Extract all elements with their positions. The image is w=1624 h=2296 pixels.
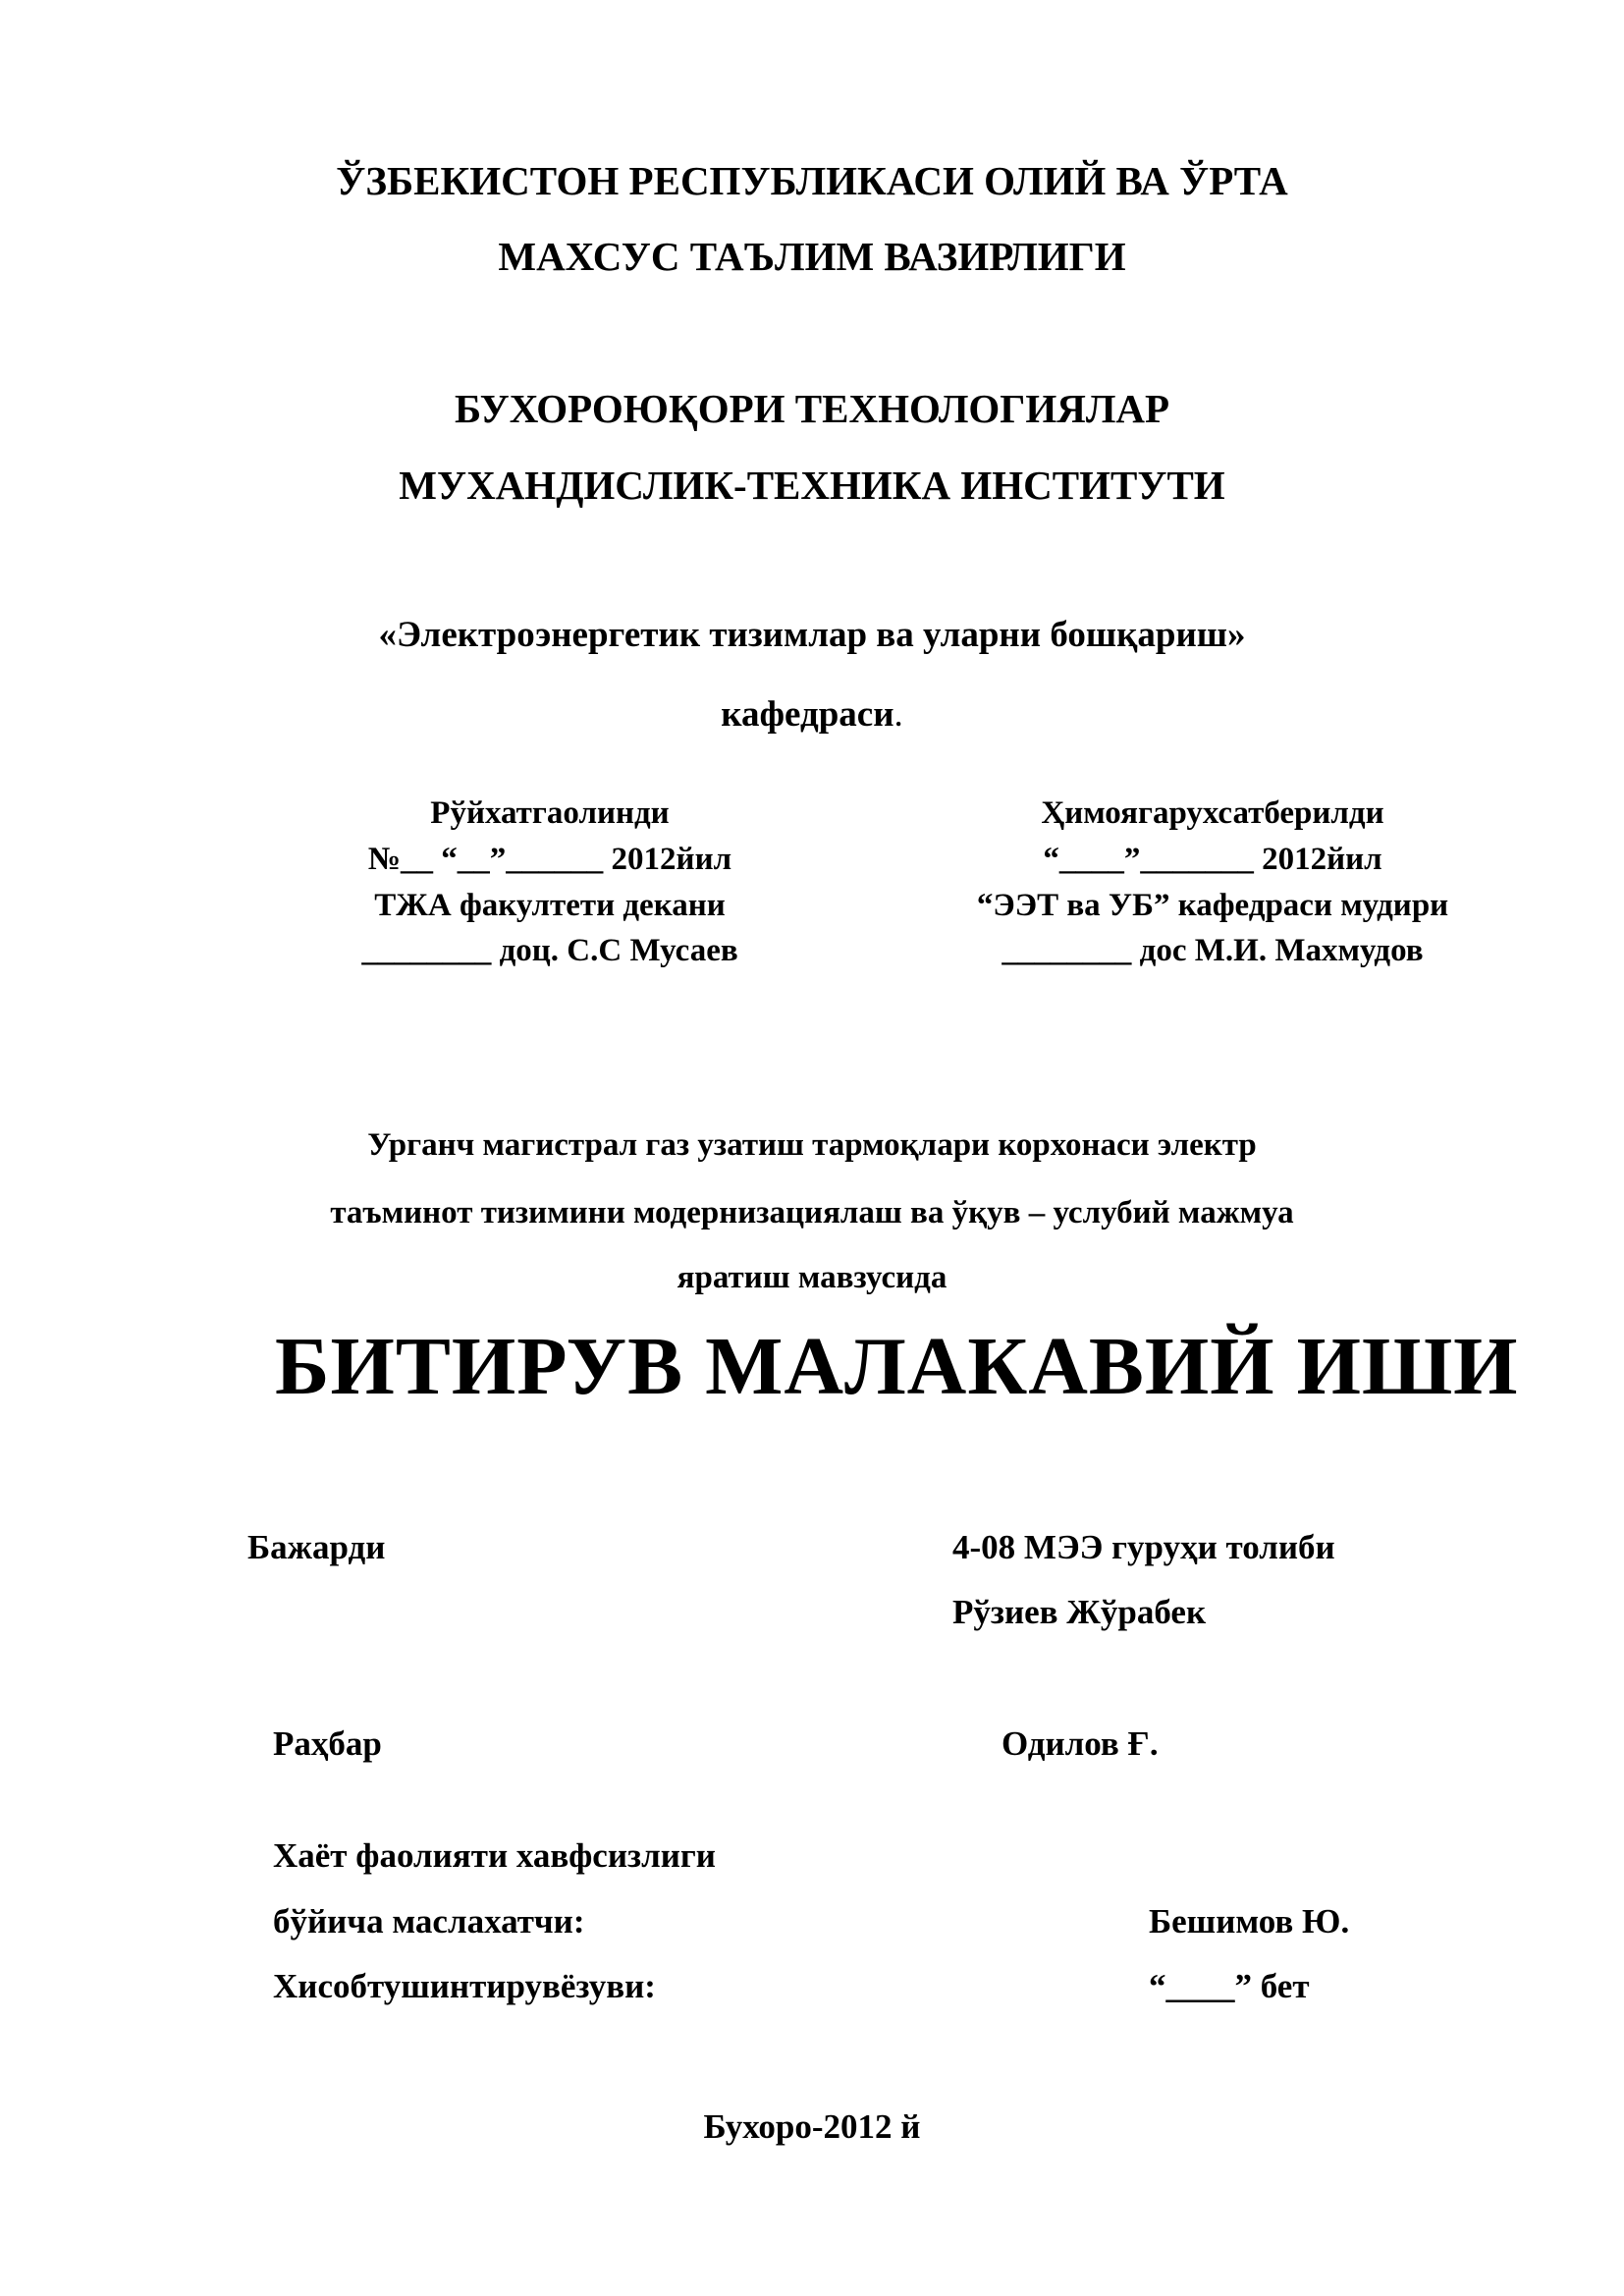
supervisor-label: Раҳбар [273, 1724, 382, 1763]
pages-label: Хисобтушинтирувёзуви: [273, 1967, 656, 2005]
institute-line-1: БУХОРОЮҚОРИ ТЕХНОЛОГИЯЛАР [454, 386, 1170, 431]
defense-date: “____”_______ 2012йил [1043, 842, 1382, 877]
pages-count: “____” бет [1149, 1967, 1310, 2005]
safety-label-2: бўйича маслахатчи: [273, 1902, 585, 1941]
ministry-line-2: МАХСУС ТАЪЛИМ ВАЗИРЛИГИ [498, 234, 1126, 279]
safety-consultant: Бешимов Ю. [1149, 1902, 1350, 1941]
head-position: “ЭЭТ ва УБ” кафедраси мудири [976, 888, 1449, 923]
safety-label-1: Хаёт фаолияти хавфсизлиги [273, 1836, 716, 1875]
defense-permitted-title: Ҳимоягарухсатберилди [1041, 795, 1384, 831]
registered-number-date: №__ “__”______ 2012йил [367, 842, 732, 877]
department-period: . [893, 694, 903, 735]
dean-signature: ________ доц. С.С Мусаев [361, 933, 738, 968]
work-title: БИТИРУВ МАЛАКАВИЙ ИШИ [275, 1321, 1519, 1412]
topic-line-3: яратиш мавзусида [677, 1260, 947, 1295]
footer-city-year: Бухоро-2012 й [703, 2107, 921, 2146]
topic-line-2: таъминот тизимини модернизациялаш ва ўқув – услубий мажмуа [330, 1195, 1294, 1230]
performed-group: 4-08 МЭЭ гуруҳи толиби [952, 1528, 1335, 1566]
performed-student: Рўзиев Жўрабек [952, 1593, 1207, 1631]
department-line-1: «Электроэнергетик тизимлар ва уларни бошқариш» [378, 615, 1246, 655]
performed-label: Бажарди [247, 1528, 386, 1566]
supervisor-name: Одилов Ғ. [1001, 1724, 1159, 1763]
dean-position: ТЖА факултети декани [374, 888, 726, 923]
head-signature: ________ дос М.И. Махмудов [1001, 933, 1424, 968]
department-line-2 [0, 693, 1624, 736]
topic-line-1: Урганч магистрал газ узатиш тармоқлари корхонаси электр [367, 1127, 1257, 1163]
ministry-line-1: ЎЗБЕКИСТОН РЕСПУБЛИКАСИ ОЛИЙ ВА ЎРТА [336, 158, 1288, 203]
department-name: кафедраси [721, 694, 894, 735]
institute-line-2: МУХАНДИСЛИК-ТЕХНИКА ИНСТИТУТИ [399, 463, 1225, 508]
registered-title: Рўйхатгаолинди [430, 795, 670, 831]
